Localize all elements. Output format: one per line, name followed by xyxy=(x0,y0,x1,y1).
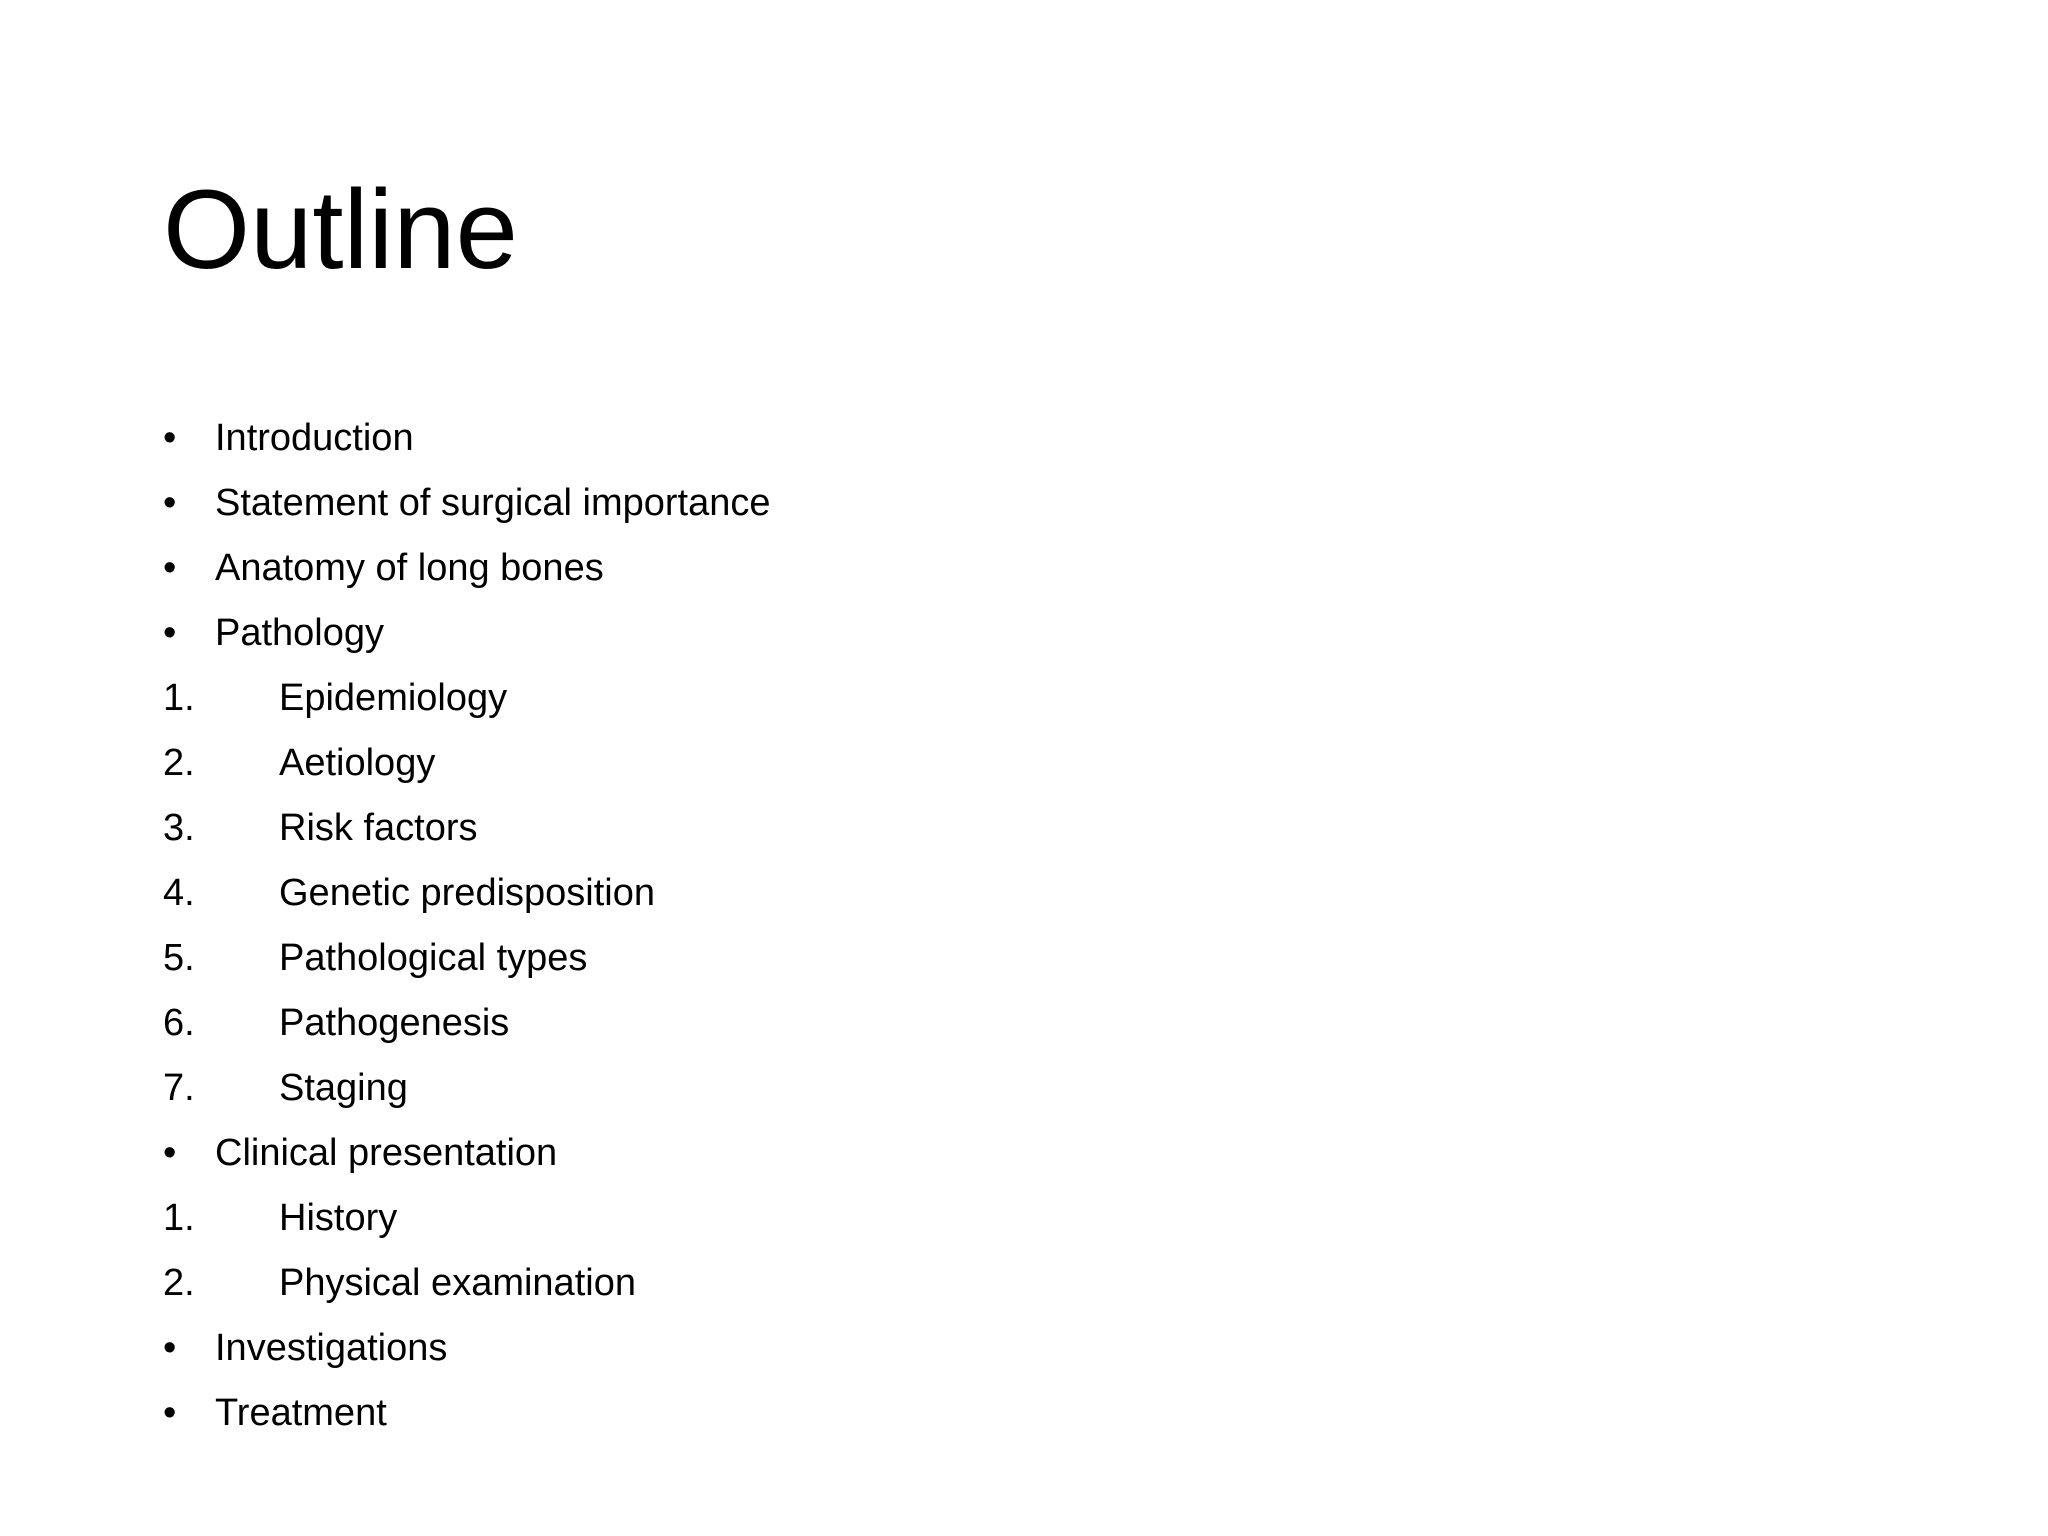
bullet-marker: • xyxy=(163,547,177,589)
list-item xyxy=(163,796,771,861)
bullet-marker: • xyxy=(163,1327,177,1369)
list-item-text: Statement of surgical importance xyxy=(215,482,771,524)
list-item xyxy=(163,1316,771,1381)
list-item-text: Genetic predisposition xyxy=(279,872,655,914)
number-marker: 7. xyxy=(163,1067,195,1109)
number-marker: 1. xyxy=(163,677,195,719)
list-item-text: Staging xyxy=(279,1067,408,1109)
list-item xyxy=(163,601,771,666)
bullet-marker: • xyxy=(163,1132,177,1174)
number-marker: 4. xyxy=(163,872,195,914)
number-marker: 1. xyxy=(163,1197,195,1239)
list-item-text: Clinical presentation xyxy=(215,1132,558,1174)
list-item xyxy=(163,731,771,796)
outline-list xyxy=(163,406,771,1446)
list-item-text: Physical examination xyxy=(279,1262,636,1304)
list-item-text: Pathology xyxy=(215,612,385,654)
bullet-marker: • xyxy=(163,482,177,524)
bullet-marker: • xyxy=(163,1392,177,1434)
list-item xyxy=(163,536,771,601)
list-item xyxy=(163,1121,771,1186)
number-marker: 2. xyxy=(163,742,195,784)
list-item xyxy=(163,991,771,1056)
list-item xyxy=(163,666,771,731)
list-item xyxy=(163,1251,771,1316)
list-item xyxy=(163,861,771,926)
list-item xyxy=(163,1381,771,1446)
list-item-text: Risk factors xyxy=(279,807,478,849)
bullet-marker: • xyxy=(163,612,177,654)
number-marker: 6. xyxy=(163,1002,195,1044)
list-item xyxy=(163,1186,771,1251)
list-item-text: Introduction xyxy=(215,417,414,459)
list-item-text: Aetiology xyxy=(279,742,436,784)
list-item xyxy=(163,471,771,536)
number-marker: 5. xyxy=(163,937,195,979)
list-item xyxy=(163,926,771,991)
list-item-text: Investigations xyxy=(215,1327,448,1369)
list-item xyxy=(163,1056,771,1121)
bullet-marker: • xyxy=(163,417,177,459)
number-marker: 2. xyxy=(163,1262,195,1304)
number-marker: 3. xyxy=(163,807,195,849)
list-item-text: Treatment xyxy=(215,1392,387,1434)
list-item-text: Epidemiology xyxy=(279,677,508,719)
list-item-text: Pathological types xyxy=(279,937,588,979)
slide-title: Outline xyxy=(163,167,518,292)
list-item xyxy=(163,406,771,471)
list-item-text: History xyxy=(279,1197,398,1239)
list-item-text: Pathogenesis xyxy=(279,1002,510,1044)
list-item-text: Anatomy of long bones xyxy=(215,547,604,589)
